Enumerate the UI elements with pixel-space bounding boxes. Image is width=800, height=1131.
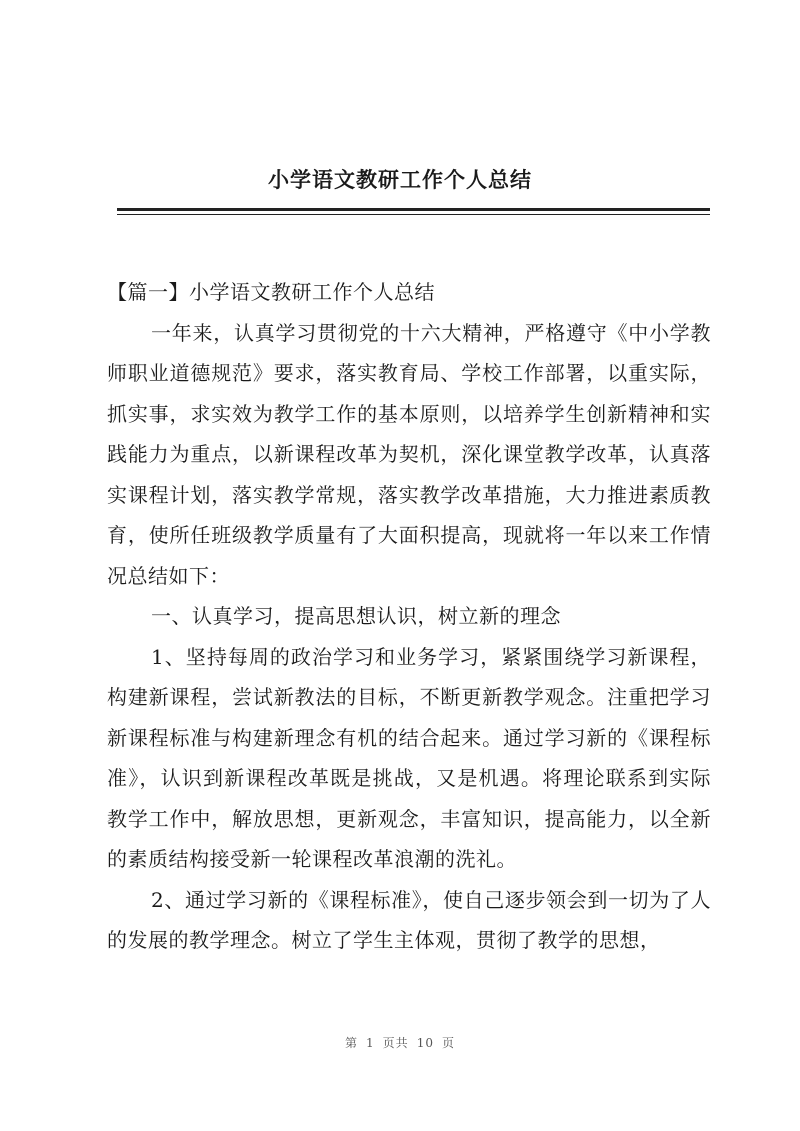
footer-page-number: 1 — [366, 1036, 375, 1050]
paragraph-intro: 一年来，认真学习贯彻党的十六大精神，严格遵守《中小学教师职业道德规范》要求，落实教育局、学校工作部署，以重实际，抓实事，求实效为教学工作的基本原则，以培养学生创新精神和实践能力为重点，以新课程改革为契机，深化课堂教学改革，认真落实课程计划，落实教学常规，落实教学改革措施，大力推进素质教育，使所任班级教学质量有了大面积提高，现就将一年以来工作情况总结如下： — [107, 320, 711, 588]
footer-middle: 页共 — [382, 1036, 409, 1050]
page-footer — [0, 1034, 800, 1051]
title-underline-thick — [117, 208, 710, 211]
footer-suffix: 页 — [441, 1036, 455, 1050]
title-underline-thin — [117, 214, 710, 215]
subheading-one: 一、认真学习，提高思想认识，树立新的理念 — [151, 604, 561, 628]
footer-total-pages: 10 — [416, 1036, 434, 1050]
section-heading: 【篇一】小学语文教研工作个人总结 — [107, 280, 435, 304]
footer-prefix: 第 — [345, 1036, 359, 1050]
paragraph-item-2: 2、通过学习新的《课程标准》，使自己逐步领会到一切为了人的发展的教学理念。树立了学生主体观，贯彻了教学的思想， — [107, 887, 711, 952]
document-title: 小学语文教研工作个人总结 — [268, 167, 532, 192]
paragraph-item-1: 1、坚持每周的政治学习和业务学习，紧紧围绕学习新课程，构建新课程，尝试新教法的目标，不断更新教学观念。注重把学习新课程标准与构建新理念有机的结合起来。通过学习新的《课程标准》，认识到新课程改革既是挑战，又是机遇。将理论联系到实际教学工作中，解放思想，更新观念，丰富知识，提高能力，以全新的素质结构接受新一轮课程改革浪潮的洗礼。 — [107, 644, 711, 871]
document-body — [107, 272, 711, 961]
